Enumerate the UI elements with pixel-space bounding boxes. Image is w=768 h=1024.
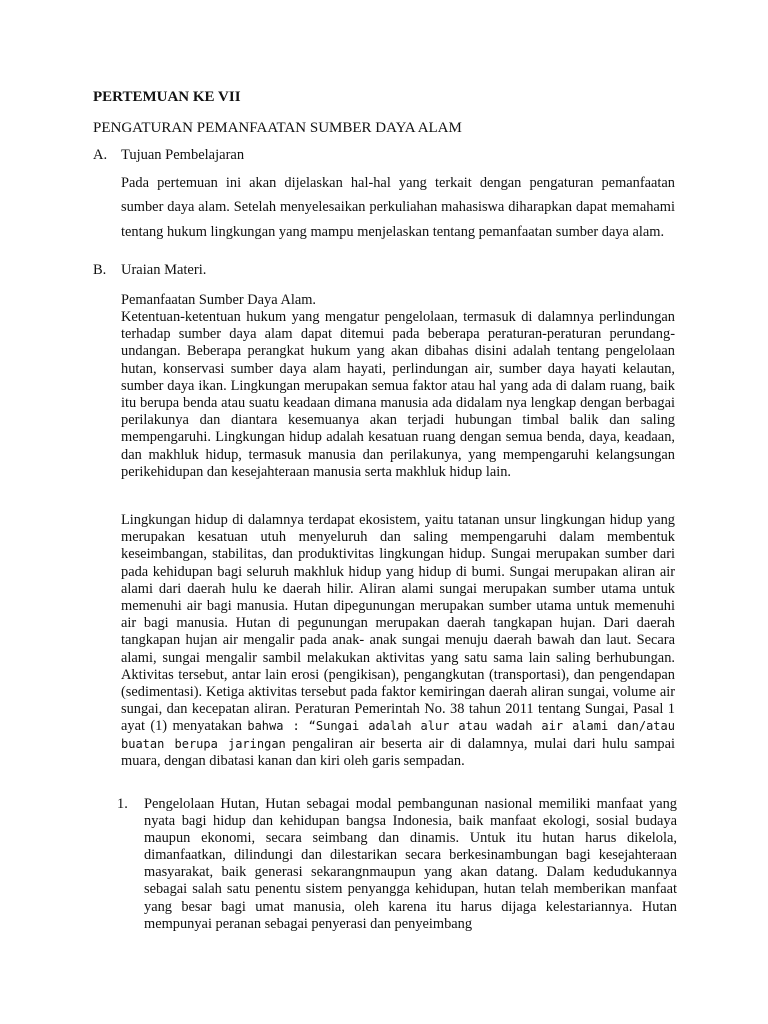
- section-a-body: Pada pertemuan ini akan dijelaskan hal-hal yang terkait dengan pengaturan pemanfaatan sumber daya alam. Setelah menyelesaikan perkuliahan mahasiswa diharapkan dapat memahami tentang hukum lingkungan yang mampu menjelaskan tentang pemanfaatan sumber daya alam.: [121, 175, 675, 240]
- section-b-paragraph-1: Ketentuan-ketentuan hukum yang mengatur pengelolaan, termasuk di dalamnya perlindungan terhadap sumber daya alam dapat ditemui pada beberapa peraturan-peraturan perundang-undangan. Beberapa perangkat hukum yang akan dibahas disini adalah tentang pengelolaan hutan, konservasi sumber daya alam hayati, perlindungan air, sumber daya hayati kelautan, sumber daya ikan. Lingkungan merupakan semua faktor atau hal yang ada di dalam ruang, baik itu berupa benda atau suatu keadaan dimana manusia ada didalam nya lengkap dengan berbagai perilakunya dan diantara kesemuanya akan terjadi hubungan timbal balik dan saling mempengaruhi. Lingkungan hidup adalah kesatuan ruang dengan semua benda, daya, keadaan, dan makhluk hidup, termasuk manusia dan perilakunya, yang mempengaruhi kelangsungan perikehidupan dan kesejahteraan manusia serta makhluk hidup lain.: [121, 309, 675, 480]
- list-item: [117, 796, 677, 933]
- paragraph-2-main: Lingkungan hidup di dalamnya terdapat ekosistem, yaitu tatanan unsur lingkungan hidup yang merupakan kesatuan utuh menyeluruh dan saling mempengaruhi dalam membentuk keseimbangan, stabilitas, dan produktivitas lingkungan hidup. Sungai merupakan sumber dari pada kehidupan bagi seluruh makhluk hidup yang hidup di bumi. Sungai merupakan aliran air alami dari daerah hulu ke daerah hilir. Aliran alami sungai merupakan sumber utama untuk memenuhi air bagi manusia. Hutan dipegunungan merupakan sumber utama untuk memenuhi air bagi manusia. Hutan di pegunungan merupakan daerah tangkapan hujan. Dari daerah tangkapan hujan air mengalir pada anak- anak sungai menuju daerah bawah dan laut. Secara alami, sungai mengalir sambil melakukan aktivitas yang satu sama lain saling berhubungan. Aktivitas tersebut, antar lain erosi (pengikisan), pengangkutan (transportasi), dan pengendapan (sedimentasi). Ketiga aktivitas tersebut pada faktor kemiringan daerah aliran sungai, volume air sungai, dan kecepatan aliran. Peraturan Pemerintah No. 38 tahun 2011 tentang Sungai, Pasal 1 ayat (1) menyatakan: [121, 512, 675, 735]
- section-b-heading: [93, 262, 206, 279]
- paragraph-2-quote: bahwa : “Sungai adalah alur atau wadah air alami dan/atau buatan berupa jaringan: [121, 719, 675, 751]
- section-b-paragraph-2: [121, 512, 675, 770]
- section-b-letter: B.: [93, 262, 107, 278]
- list-item-number: 1.: [117, 796, 128, 812]
- section-b-subheading: Pemanfaatan Sumber Daya Alam.: [121, 292, 317, 308]
- paragraph-2-end: pengaliran air beserta air di dalamnya, mulai dari hulu sampai muara, dengan dibatasi kanan dan kiri oleh garis sempadan.: [121, 735, 675, 769]
- document-subtitle: PENGATURAN PEMANFAATAN SUMBER DAYA ALAM: [93, 120, 462, 136]
- document-title: PERTEMUAN KE VII: [93, 89, 241, 105]
- section-a-heading: [93, 147, 244, 164]
- numbered-list: [117, 796, 677, 933]
- section-b-heading-text: Uraian Materi.: [121, 262, 207, 278]
- section-a-heading-text: Tujuan Pembelajaran: [121, 147, 245, 163]
- list-item-text: Pengelolaan Hutan, Hutan sebagai modal pembangunan nasional memiliki manfaat yang nyata bagi hidup dan kehidupan bangsa Indonesia, baik manfaat ekologi, sosial budaya maupun ekonomi, secara seimbang dan dinamis. Untuk itu hutan harus dikelola, dimanfaatkan, dilindungi dan dilestarikan secara berkesinambungan bagi kesejahteraan masyarakat, baik generasi sekarangnmaupun yang akan datang. Dalam kedudukannya sebagai salah satu penentu sistem penyangga kehidupan, hutan telah memberikan manfaat yang besar bagi umat manusia, oleh karena itu harus dijaga kelestariannya. Hutan mempunyai peranan sebagai penyerasi dan penyeimbang: [144, 796, 677, 932]
- section-a-letter: A.: [93, 147, 108, 163]
